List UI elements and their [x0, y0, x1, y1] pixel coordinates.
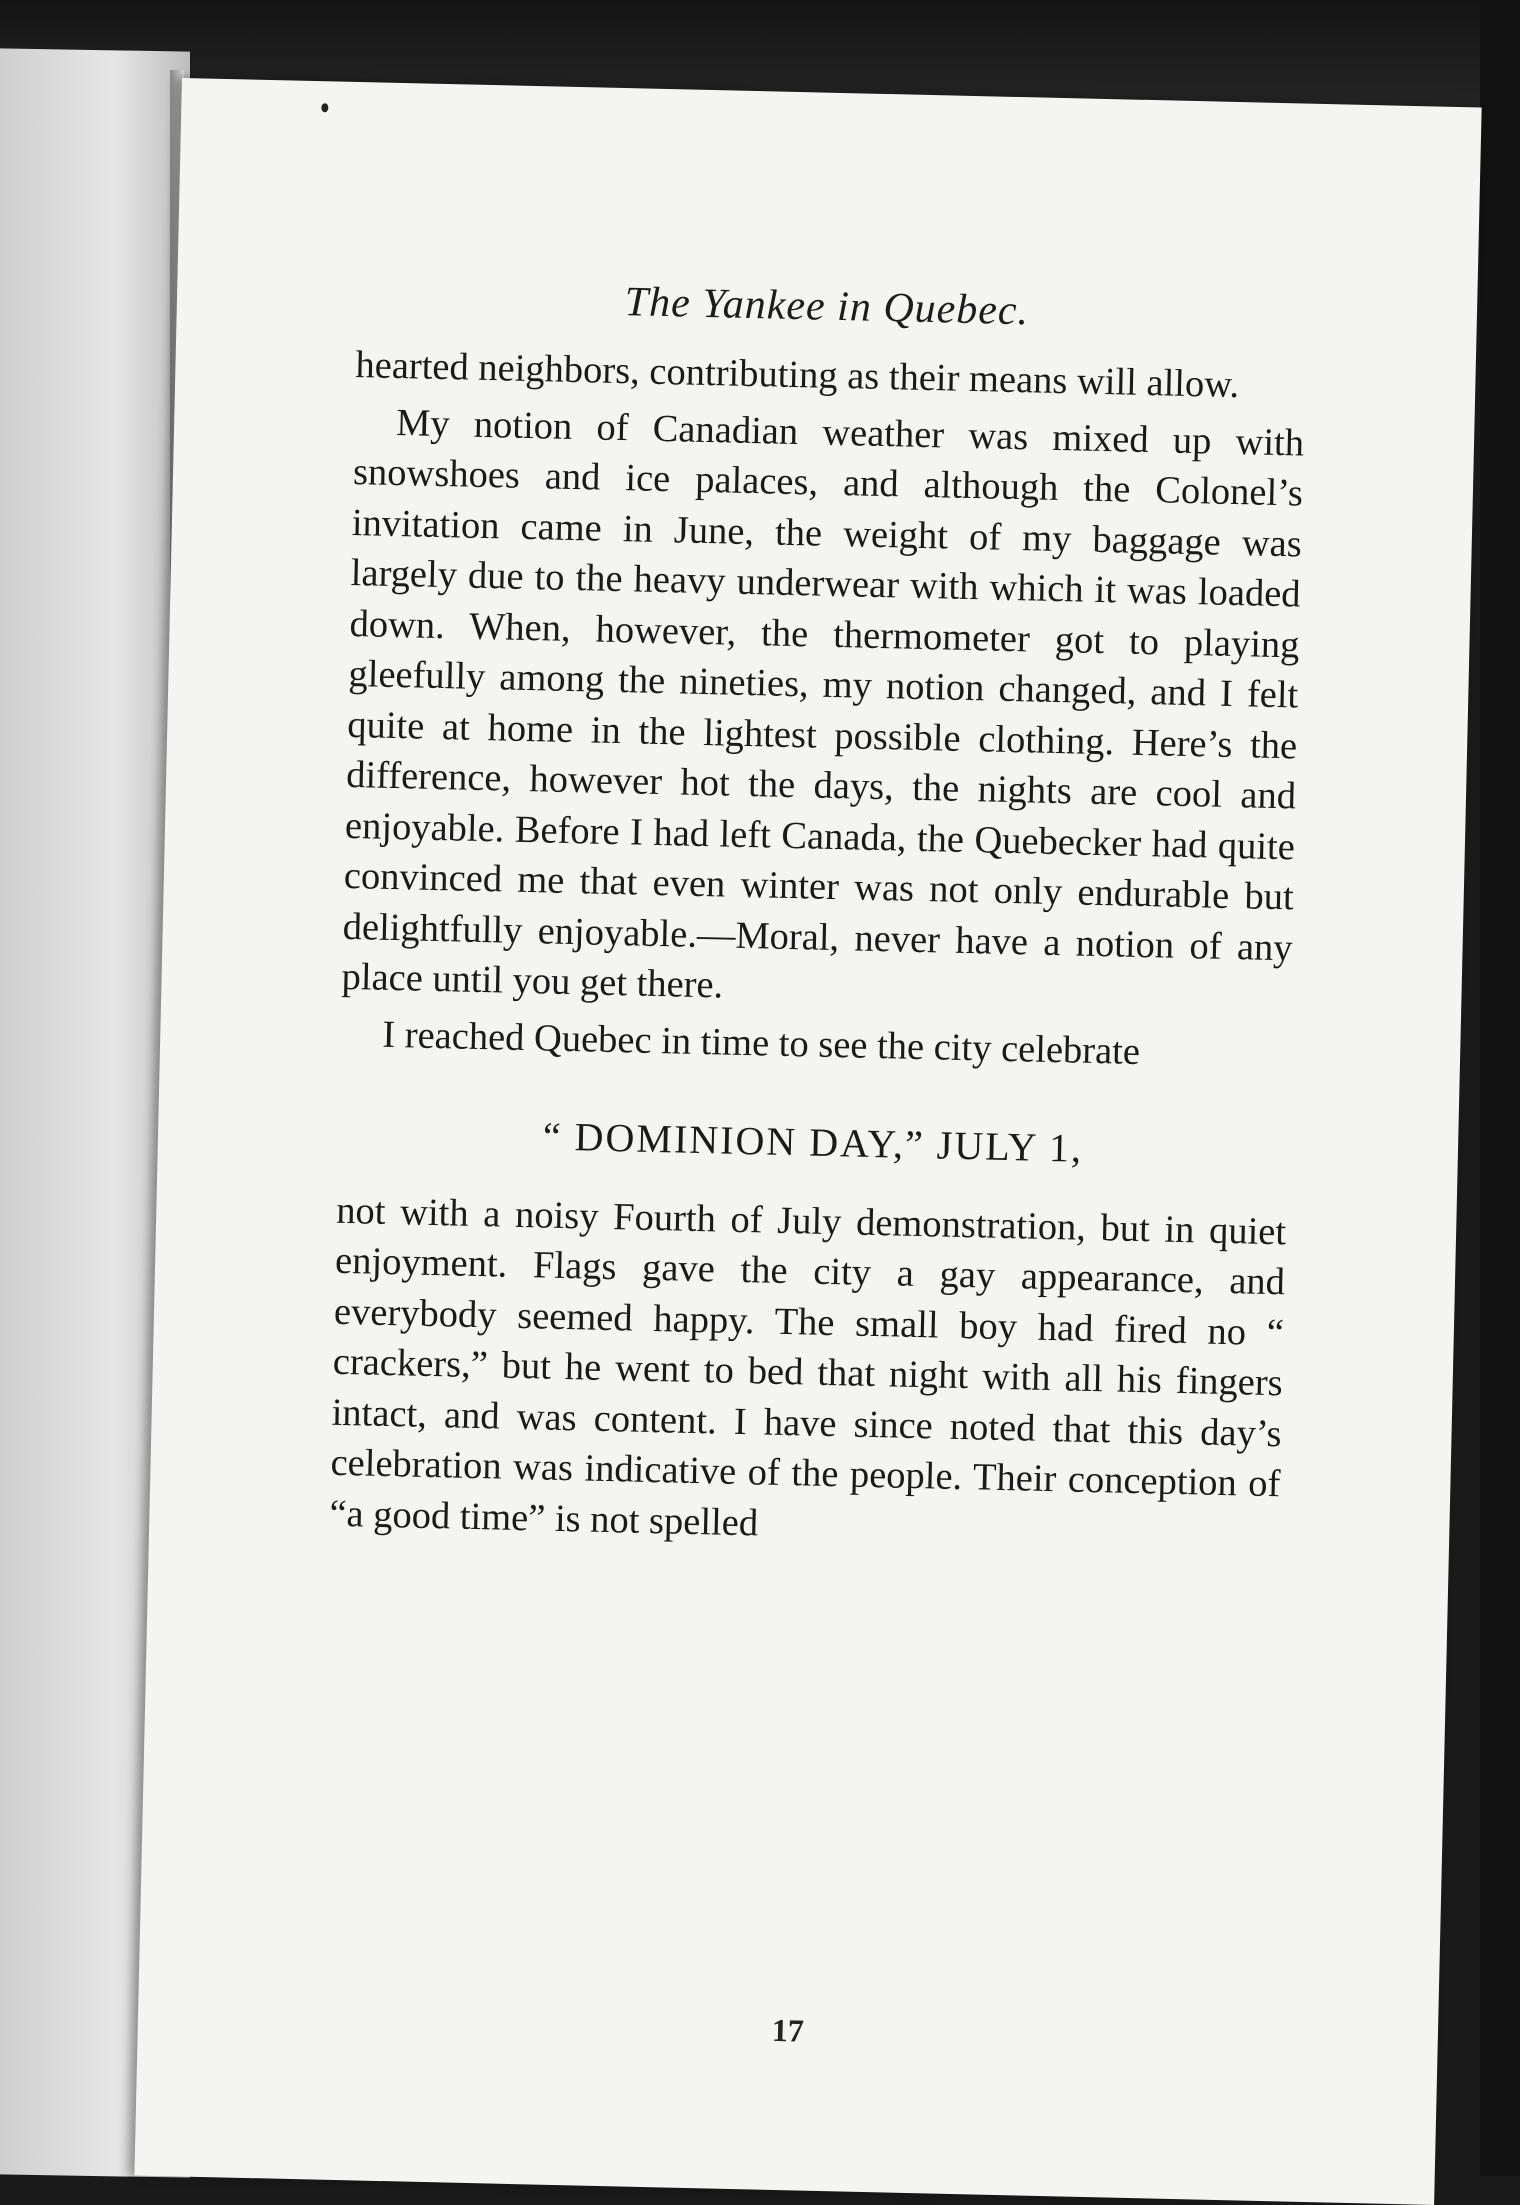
paragraph-1: hearted neighbors, contributing as their means will allow. — [355, 344, 1240, 407]
paragraph-2: My notion of Canadian weather was mixed up with snowshoes and ice palaces, and although the Colonel’s invitation came in June, the weight of my baggage was largely due to the heavy underwear with which it was loaded down. When, however, the thermometer got to playing gleefully among the nineties, my notion changed, and I felt quite at home in the lightest possible clothing. Here’s the difference, however hot the days, the nights are cool and enjoyable. Before I had left Canada, the Quebecker had quite convinced me that even winter was not only endurable but delightfully enjoyable.—Moral, never have a notion of any place until you get there. — [341, 401, 1305, 1007]
paragraph-4: not with a noisy Fourth of July demonstration, but in quiet enjoyment. Flags gave the city a gay appearance, and everybody seemed happy. The small boy had fired no “ crackers,” but he went to bed that night with all his fingers intact, and was content. I have since noted that this day’s celebration was indicative of the people. Their conception of “a good time” is not spelled — [329, 1189, 1287, 1544]
page-number: 17 — [771, 2011, 805, 2049]
book-page — [134, 78, 1481, 2205]
running-head: The Yankee in Quebec. — [624, 279, 1030, 335]
background-right — [1480, 0, 1520, 2176]
print-speck — [321, 103, 328, 112]
paragraph-3: I reached Quebec in time to see the city celebrate — [381, 1013, 1141, 1073]
section-heading: “ DOMINION DAY,” JULY 1, — [542, 1113, 1084, 1171]
body-text — [329, 340, 1306, 1566]
